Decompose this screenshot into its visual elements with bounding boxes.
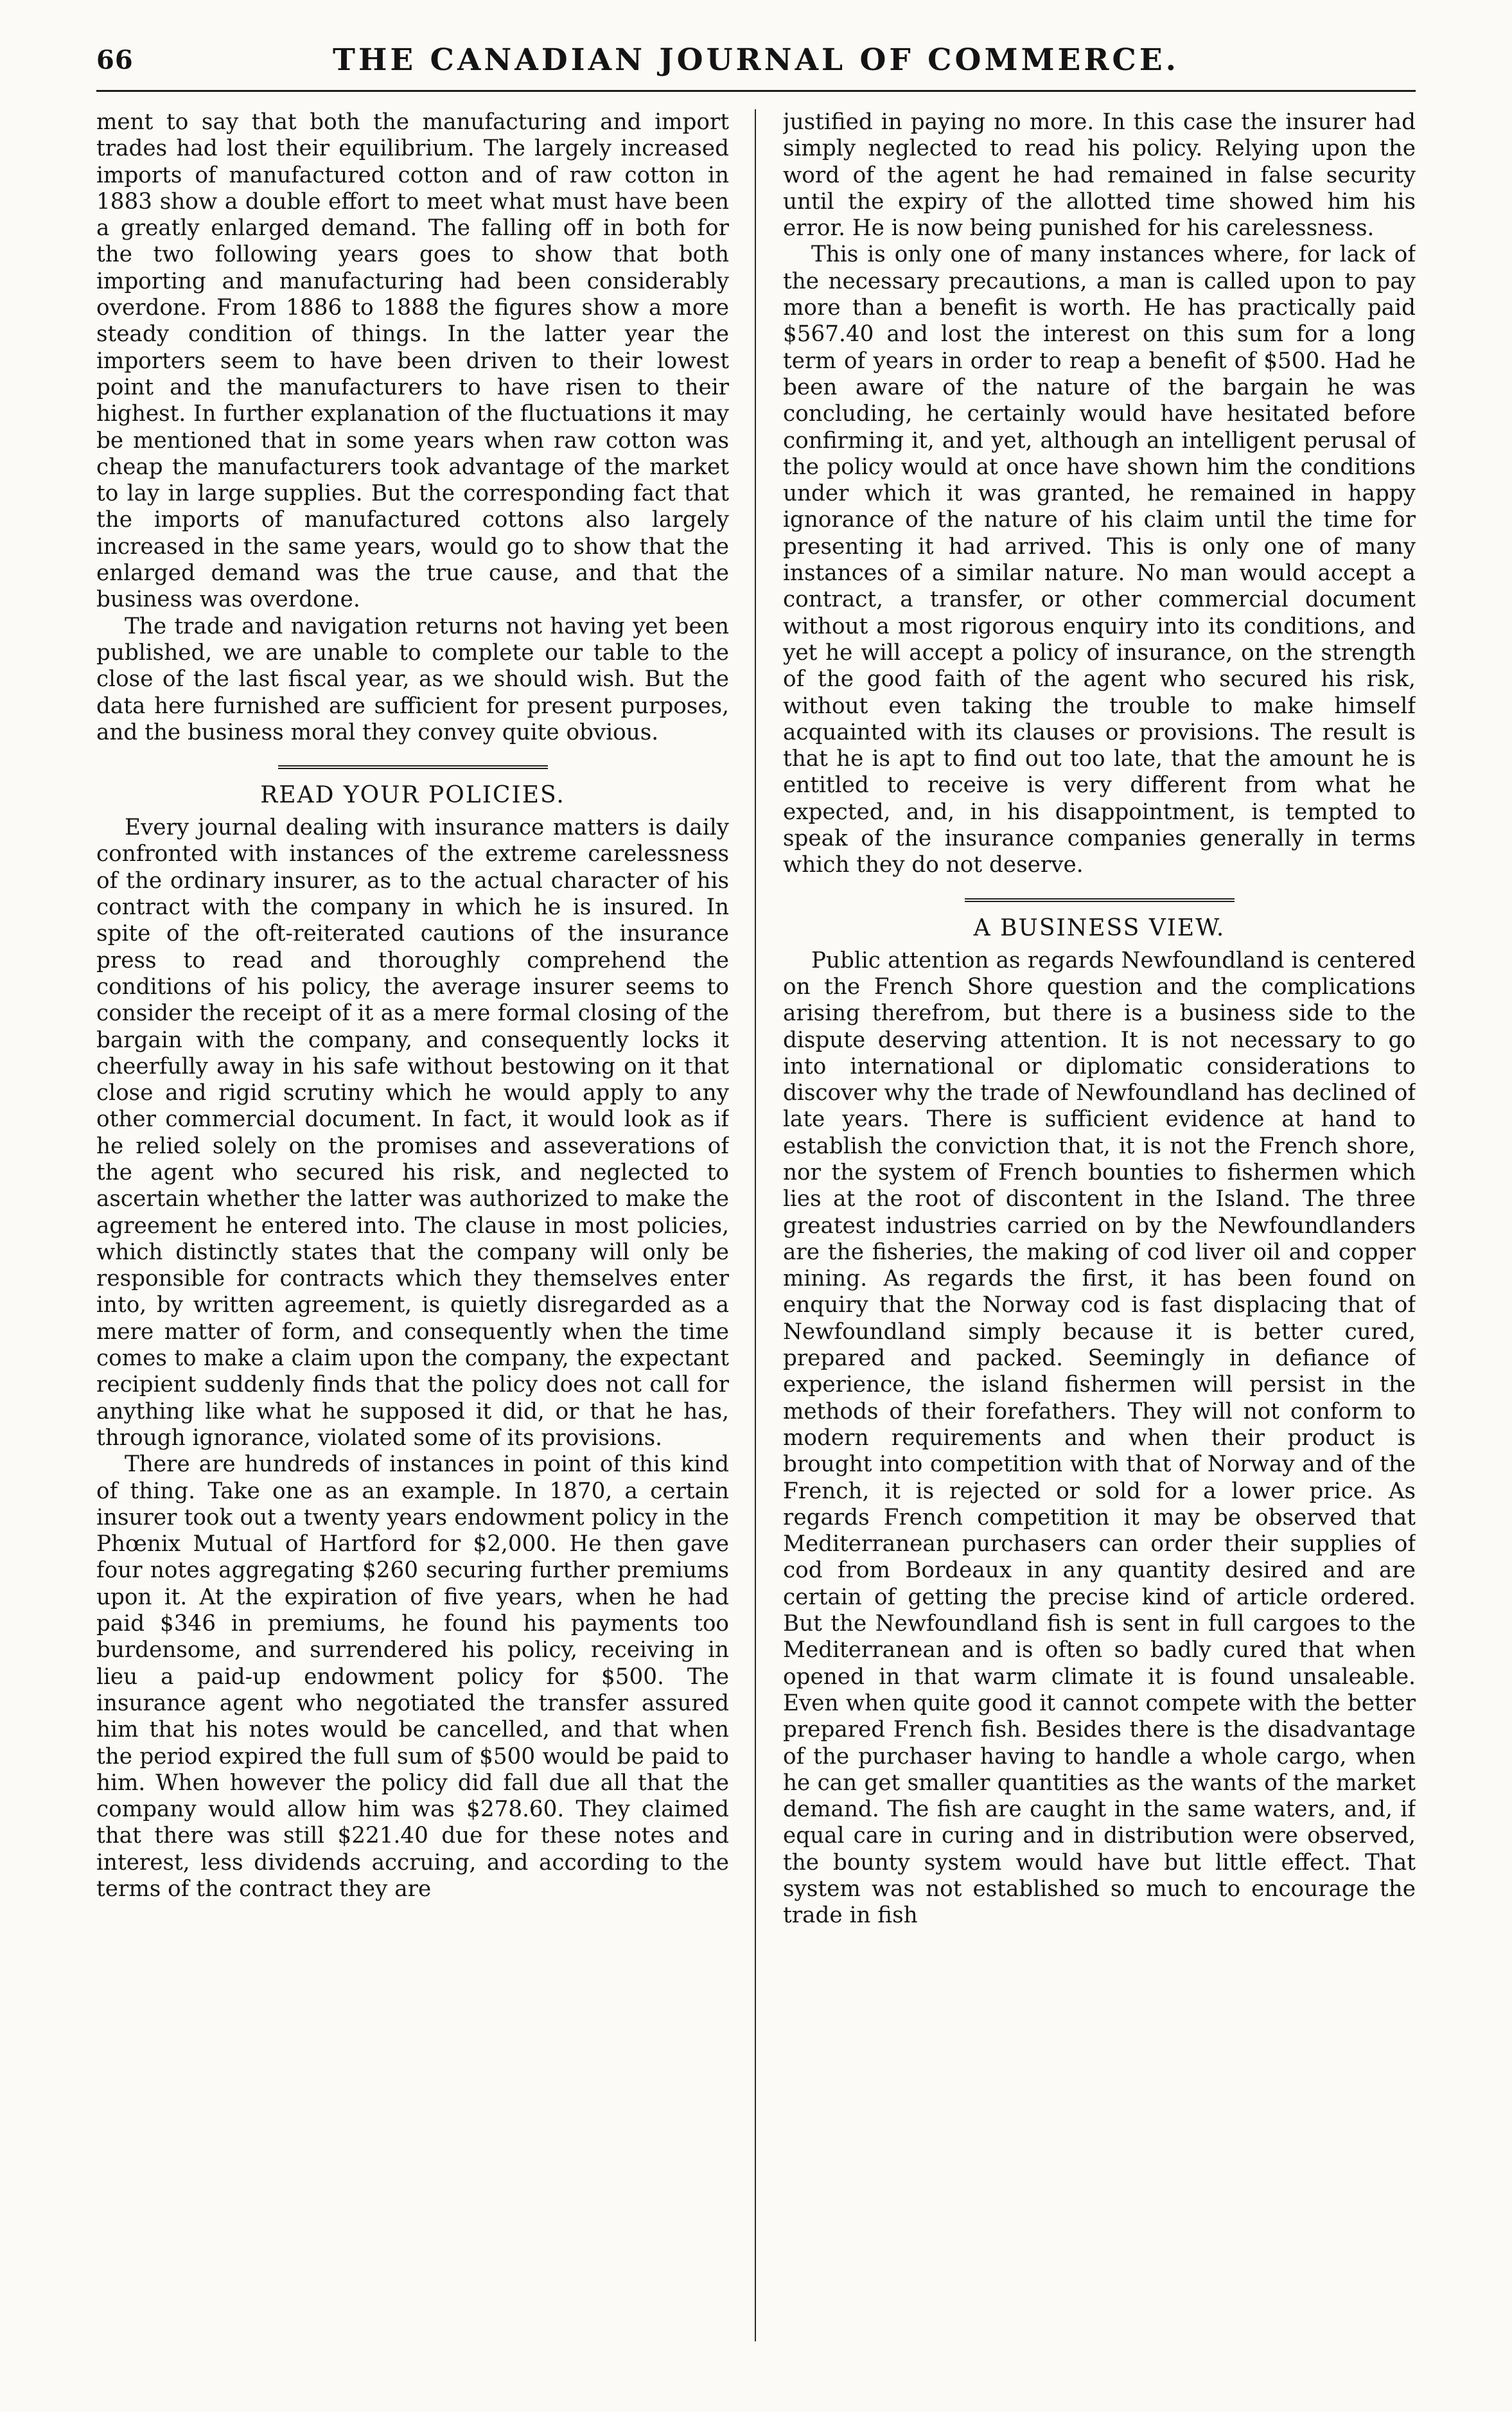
continued-paragraph: justified in paying no more. In this case the insurer had simply neglected to read his policy. Relying upon the word of the agent he had remained in false security until the expiry of the allotted time showed him his error. He is now being punished for his carelessness.: [783, 109, 1416, 242]
article-heading-read-your-policies: READ YOUR POLICIES.: [260, 782, 565, 809]
article-heading-a-business-view: A BUSINESS VIEW.: [973, 914, 1226, 941]
article-paragraph: This is only one of many instances where, for lack of the necessary precautions, a man is called upon to pay more than a benefit is worth. He has practically paid $567.40 and lost the interest on this sum for a long term of years in order to reap a benefit of $500. Had he been aware of the nature of the bargain he was concluding, he certainly would have hesitated before confirming it, and yet, although an intelligent perusal of the policy would at once have shown him the conditions under which it was granted, he remained in happy ignorance of the nature of his claim until the time for presenting it had arrived. This is only one of many instances of a similar nature. No man would accept a contract, a transfer, or other commercial document without a most rigorous enquiry into its conditions, and yet he will accept a policy of insurance, on the strength of the good faith of the agent who secured his risk, without even taking the trouble to make himself acquainted with its clauses or provisions. The result is that he is apt to find out too late, that the amount he is entitled to receive is very different from what he expected, and, in his disappointment, is tempted to speak of the insurance companies generally in terms which they do not deserve.: [783, 242, 1416, 878]
column-divider: [755, 109, 756, 2341]
left-column: [96, 109, 729, 2341]
closing-paragraph: The trade and navigation returns not having yet been published, we are unable to complete our table to the close of the last fiscal year, as we should wish. But the data here furnished are sufficient for present purposes, and the business moral they convey quite obvious.: [96, 613, 729, 745]
section-divider: [278, 765, 548, 769]
journal-title: THE CANADIAN JOURNAL OF COMMERCE.: [332, 42, 1179, 78]
header-rule: [96, 90, 1416, 92]
page-number: 66: [96, 45, 134, 75]
right-column: [783, 109, 1416, 2341]
continued-paragraph: ment to say that both the manufacturing and import trades had lost their equilibrium. The largely increased imports of manufactured cotton and of raw cotton in 1883 show a double effort to meet what must have been a greatly enlarged demand. The falling off in both for the two following years goes to show that both importing and manufacturing had been considerably overdone. From 1886 to 1888 the figures show a more steady condition of things. In the latter year the importers seem to have been driven to their lowest point and the manufacturers to have risen to their highest. In further explanation of the fluctuations it may be mentioned that in some years when raw cotton was cheap the manufacturers took advantage of the market to lay in large supplies. But the corresponding fact that the imports of manufactured cottons also largely increased in the same years, would go to show that the enlarged demand was the true cause, and that the business was overdone.: [96, 109, 729, 613]
section-divider: [965, 898, 1235, 902]
article-paragraph: Public attention as regards Newfoundland is centered on the French Shore question and the complications arising therefrom, but there is a business side to the dispute deserving attention. It is not necessary to go into international or diplomatic considerations to discover why the trade of Newfoundland has declined of late years. There is sufficient evidence at hand to establish the conviction that, it is not the French shore, nor the system of French bounties to fishermen which lies at the root of discontent in the Island. The three greatest industries carried on by the Newfoundlanders are the fisheries, the making of cod liver oil and copper mining. As regards the first, it has been found on enquiry that the Norway cod is fast displacing that of Newfoundland simply because it is better cured, prepared and packed. Seemingly in defiance of experience, the island fishermen will persist in the methods of their forefathers. They will not conform to modern requirements and when their product is brought into competition with that of Norway and of the French, it is rejected or sold for a lower price. As regards French competition it may be observed that Mediterranean purchasers can order their supplies of cod from Bordeaux in any quantity desired and are certain of getting the precise kind of article ordered. But the Newfoundland fish is sent in full cargoes to the Mediterranean and is often so badly cured that when opened in that warm climate it is found unsaleable. Even when quite good it cannot compete with the better prepared French fish. Besides there is the disadvantage of the purchaser having to handle a whole cargo, when he can get smaller quantities as the wants of the market demand. The fish are caught in the same waters, and, if equal care in curing and in distribution were observed, the bounty system would have but little effect. That system was not established so much to encourage the trade in fish: [783, 947, 1416, 1929]
article-paragraph: There are hundreds of instances in point of this kind of thing. Take one as an example. In 1870, a certain insurer took out a twenty years endowment policy in the Phœnix Mutual of Hartford for $2,000. He then gave four notes aggregating $260 securing further premiums upon it. At the expiration of five years, when he had paid $346 in premiums, he found his payments too burdensome, and surrendered his policy, receiving in lieu a paid-up endowment policy for $500. The insurance agent who negotiated the transfer assured him that his notes would be cancelled, and that when the period expired the full sum of $500 would be paid to him. When however the policy did fall due all that the company would allow him was $278.60. They claimed that there was still $221.40 due for these notes and interest, less dividends accruing, and according to the terms of the contract they are: [96, 1451, 729, 1902]
page-header: [96, 42, 1416, 94]
article-paragraph: Every journal dealing with insurance matters is daily confronted with instances of the extreme carelessness of the ordinary insurer, as to the actual character of his contract with the company in which he is insured. In spite of the oft-reiterated cautions of the insurance press to read and thoroughly comprehend the conditions of his policy, the average insurer seems to consider the receipt of it as a mere formal closing of the bargain with the company, and consequently locks it cheerfully away in his safe without bestowing on it that close and rigid scrutiny which he would apply to any other commercial document. In fact, it would look as if he relied solely on the promises and asseverations of the agent who secured his risk, and neglected to ascertain whether the latter was authorized to make the agreement he entered into. The clause in most policies, which distinctly states that the company will only be responsible for contracts which they themselves enter into, by written agreement, is quietly disregarded as a mere matter of form, and consequently when the time comes to make a claim upon the company, the expectant recipient suddenly finds that the policy does not call for anything like what he supposed it did, or that he has, through ignorance, violated some of its provisions.: [96, 815, 729, 1451]
article-columns: [96, 109, 1416, 2341]
